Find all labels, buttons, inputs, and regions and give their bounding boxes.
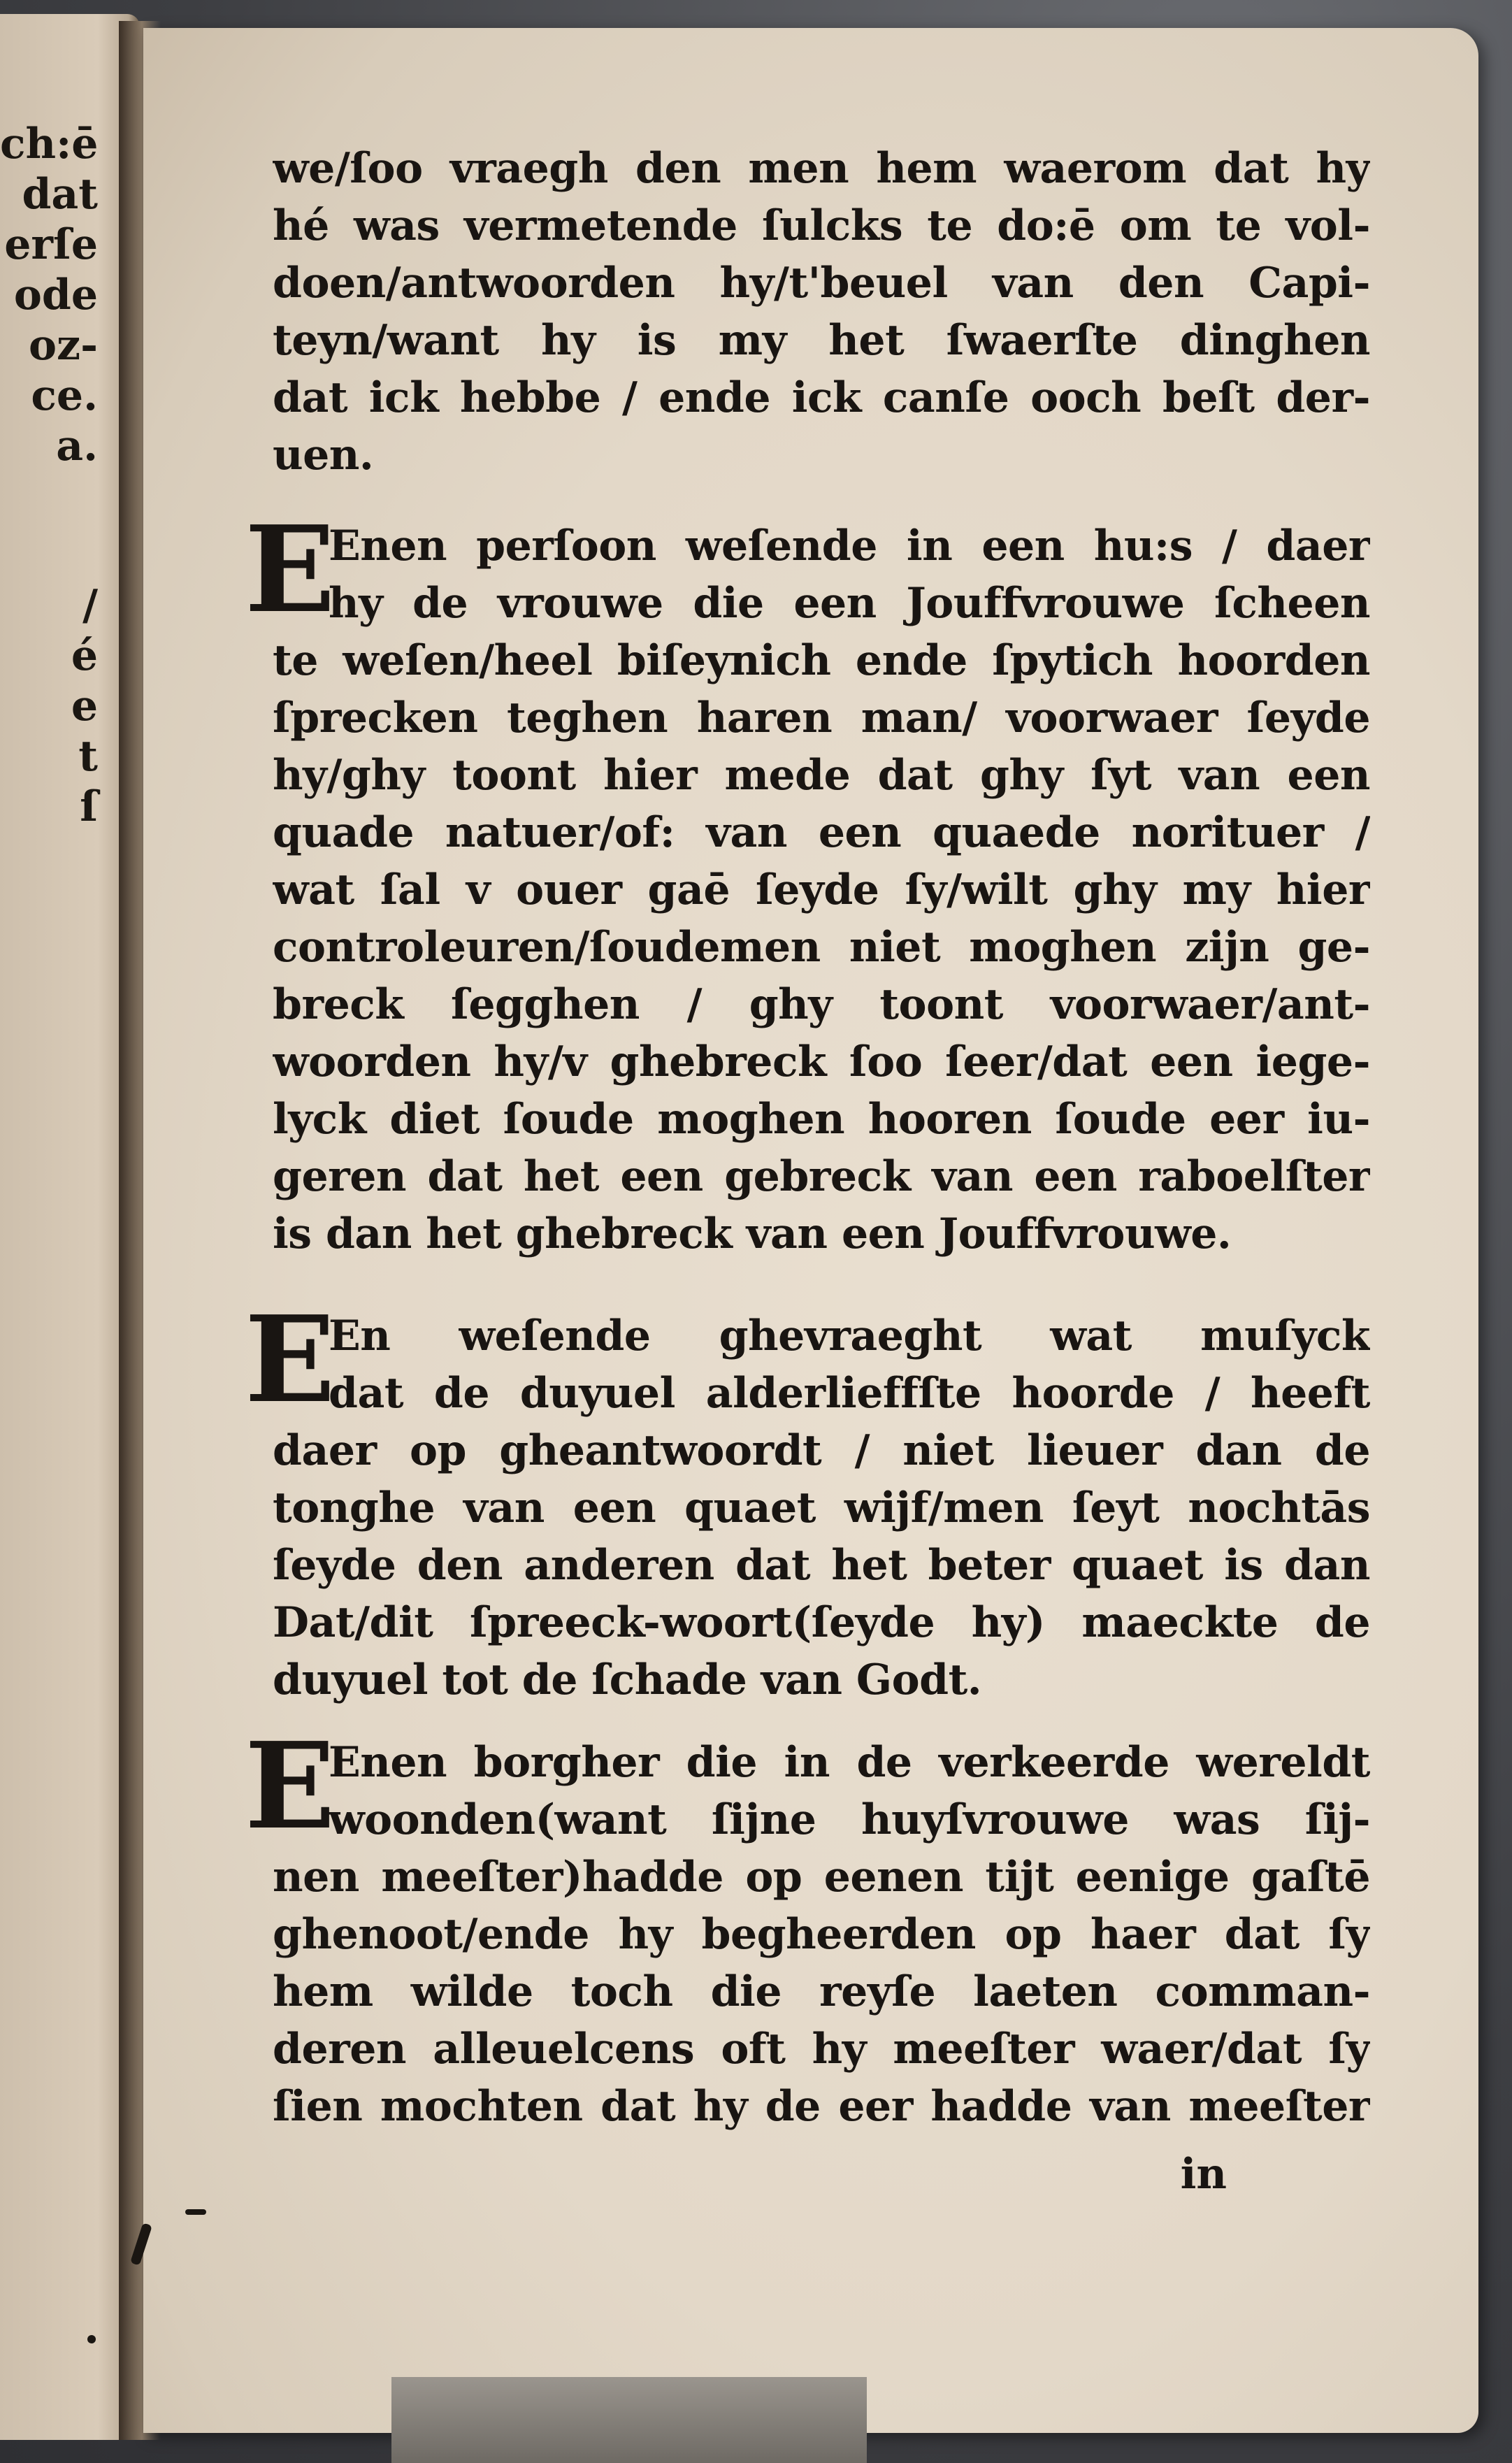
- text-line: woorden hy/v ghebreck ſoo ſeer/dat een iege-: [273, 1037, 1370, 1086]
- ink-dot: [87, 2335, 96, 2343]
- paragraph-1: [273, 140, 1370, 484]
- left-page-text-mid: [0, 580, 98, 832]
- ink-mark: [185, 2209, 206, 2215]
- text-line: ſeyde den anderen dat het beter quaet is dan: [273, 1541, 1370, 1590]
- text-line: woonden(want ſijne huyſvrouwe was ſij-: [329, 1795, 1370, 1844]
- text-line: hé was vermetende ſulcks te do:ē om te vol-: [273, 201, 1370, 250]
- right-page: [143, 28, 1478, 2433]
- text-line: lyck diet ſoude moghen hooren ſoude eer iu-: [273, 1095, 1370, 1144]
- left-fragment-line: oz-: [29, 321, 98, 370]
- text-line: te weſen/heel biſeynich ende ſpytich hoorden: [273, 636, 1370, 685]
- text-line: controleuren/ſoudemen niet moghen zijn ge-: [273, 923, 1370, 972]
- left-fragment-line: ode: [13, 271, 98, 319]
- text-line: ſprecken teghen haren man/ voorwaer ſeyde: [273, 694, 1370, 742]
- text-line: geren dat het een gebreck van een raboelſter: [273, 1152, 1370, 1201]
- text-line: Dat/dit ſpreeck-woort(ſeyde hy) maeckte de: [273, 1598, 1370, 1647]
- text-line: hem wilde toch die reyſe laeten comman-: [273, 1967, 1370, 2016]
- text-line: tonghe van een quaet wijf/men ſeyt nochtās: [273, 1484, 1370, 1532]
- left-fragment-line: /: [82, 581, 98, 630]
- text-line: En weſende ghevraeght wat muſyck: [329, 1312, 1370, 1360]
- text-line: Enen perſoon weſende in een hu:s / daer: [329, 522, 1370, 570]
- left-fragment-line: e: [71, 682, 98, 731]
- text-line: ſien mochten dat hy de eer hadde van meeſter: [273, 2082, 1370, 2131]
- text-line: uen.: [273, 431, 374, 480]
- text-line: is dan het ghebreck van een Jouffvrouwe.: [273, 1209, 1232, 1258]
- catchword: in: [1180, 2150, 1227, 2199]
- left-fragment-line: ſ: [80, 782, 98, 831]
- text-line: breck ſegghen / ghy toont voorwaer/ant-: [273, 980, 1370, 1029]
- drop-cap: E: [245, 1290, 336, 1430]
- paragraph-3: [245, 1290, 1370, 1709]
- background-object: [391, 2377, 867, 2463]
- left-page-text-top: [0, 119, 98, 471]
- text-line: quade natuer/of: van een quaede norituer /: [273, 808, 1370, 857]
- text-line: we/ſoo vraegh den men hem waerom dat hy: [273, 144, 1370, 193]
- text-line: deren alleuelcens oft hy meeſter waer/dat ſy: [273, 2025, 1370, 2074]
- text-line: duyuel tot de ſchade van Godt.: [273, 1656, 982, 1704]
- left-fragment-line: dat: [22, 170, 98, 219]
- text-line: hy de vrouwe die een Jouffvrouwe ſcheen: [329, 579, 1370, 628]
- paragraph-2: [245, 500, 1370, 1263]
- left-fragment-line: erſe: [4, 220, 98, 269]
- text-line: dat de duyuel alderlieffſte hoorde / heeft: [329, 1369, 1370, 1418]
- text-line: nen meeſter)hadde op eenen tijt eenige gaſtē: [273, 1853, 1370, 1902]
- left-fragment-line: é: [71, 631, 98, 680]
- text-line: ghenoot/ende hy begheerden op haer dat ſy: [273, 1910, 1370, 1959]
- left-fragment-line: ce.: [31, 371, 98, 420]
- left-fragment-line: a.: [56, 422, 98, 471]
- drop-cap: E: [245, 500, 336, 640]
- text-line: daer op gheantwoordt / niet lieuer dan de: [273, 1426, 1370, 1475]
- text-line: dat ick hebbe / ende ick canſe ooch beſt der-: [273, 373, 1370, 422]
- text-line: wat ſal v ouer gaē ſeyde ſy/wilt ghy my hier: [273, 866, 1370, 914]
- left-fragment-line: t: [78, 732, 98, 781]
- text-line: teyn/want hy is my het ſwaerſte dinghen: [273, 316, 1370, 365]
- text-line: doen/antwoorden hy/t'beuel van den Capi-: [273, 259, 1370, 308]
- paragraph-4: [245, 1716, 1370, 2135]
- drop-cap: E: [245, 1716, 336, 1856]
- text-line: Enen borgher die in de verkeerde wereldt: [329, 1738, 1370, 1787]
- left-fragment-line: ch:ē: [0, 120, 99, 168]
- text-line: hy/ghy toont hier mede dat ghy ſyt van een: [273, 751, 1370, 800]
